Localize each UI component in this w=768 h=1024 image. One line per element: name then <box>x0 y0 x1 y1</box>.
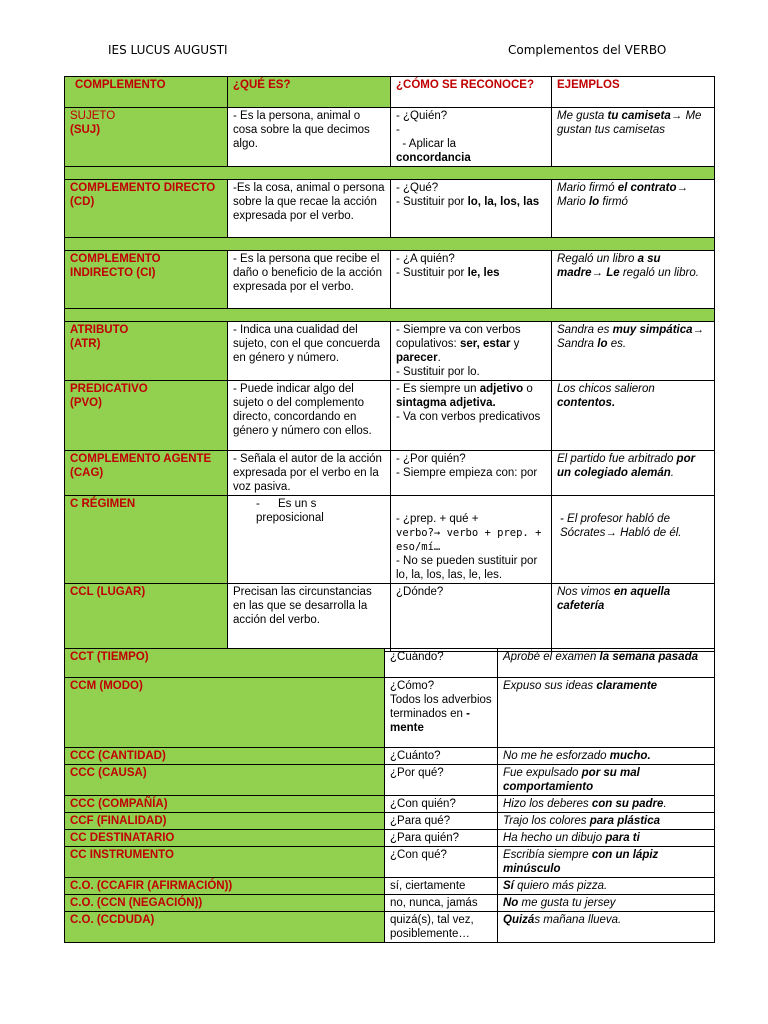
recognition: ¿Por qué? <box>385 765 498 796</box>
table-row <box>65 381 715 451</box>
separator-row <box>65 167 715 180</box>
recognition: no, nunca, jamás <box>385 895 498 912</box>
example: Fue expulsado por su mal comportamiento <box>498 765 715 796</box>
recognition: ¿Dónde? <box>391 584 552 652</box>
recognition: ¿Con quién? <box>385 796 498 813</box>
col-header-complemento: COMPLEMENTO <box>65 77 228 108</box>
recognition: - ¿Por quién? - Siempre empieza con: por <box>391 451 552 496</box>
recognition: - ¿Quién? - - Aplicar la concordancia <box>391 108 552 167</box>
recognition: ¿Con qué? <box>385 847 498 878</box>
recognition: ¿Para quién? <box>385 830 498 847</box>
table-row <box>65 765 715 796</box>
table-row <box>65 748 715 765</box>
definition: - Es un s preposicional <box>228 496 391 584</box>
table-row <box>65 813 715 830</box>
complement-name: C.O. (CCDUDA) <box>65 912 385 943</box>
table-row <box>65 878 715 895</box>
definition: - Indica una cualidad del sujeto, con el que concuerda en género y número. <box>228 322 391 381</box>
recognition: - ¿A quién? - Sustituir por le, les <box>391 251 552 309</box>
definition: - Señala el autor de la acción expresada por el verbo en la voz pasiva. <box>228 451 391 496</box>
recognition: - Siempre va con verbos copulativos: ser, estar y parecer. - Sustituir por lo. <box>391 322 552 381</box>
circumstantial-table <box>64 648 715 943</box>
table-row <box>65 912 715 943</box>
example: Los chicos salieron contentos. <box>552 381 715 451</box>
table-row <box>65 496 715 584</box>
complement-name: CCF (FINALIDAD) <box>65 813 385 830</box>
table-row <box>65 678 715 748</box>
example: Quizás mañana llueva. <box>498 912 715 943</box>
complement-name: CCC (CANTIDAD) <box>65 748 385 765</box>
complement-name: CCC (COMPAÑÍA) <box>65 796 385 813</box>
table-row <box>65 108 715 167</box>
complement-name: CC INSTRUMENTO <box>65 847 385 878</box>
complement-name: C RÉGIMEN <box>65 496 228 584</box>
recognition: ¿Cuándo? <box>385 649 498 678</box>
recognition: quizá(s), tal vez, posiblemente… <box>385 912 498 943</box>
complements-table <box>64 76 715 652</box>
table-row <box>65 322 715 381</box>
example: Regaló un libro a su madre→ Le regaló un libro. <box>552 251 715 309</box>
recognition: ¿Para qué? <box>385 813 498 830</box>
complement-name: C.O. (CCAFIR (AFIRMACIÓN)) <box>65 878 385 895</box>
example: Escribía siempre con un lápiz minúsculo <box>498 847 715 878</box>
example: Trajo los colores para plástica <box>498 813 715 830</box>
table-row <box>65 251 715 309</box>
example: No me gusta tu jersey <box>498 895 715 912</box>
recognition: ¿Cómo? Todos los adverbios terminados en -mente <box>385 678 498 748</box>
recognition: - ¿prep. + qué + verbo?→ verbo + prep. + eso/mí… - No se pueden sustituir por lo, la, los, las, le, les. <box>391 496 552 584</box>
table-row <box>65 796 715 813</box>
complement-name: ATRIBUTO (ATR) <box>65 322 228 381</box>
example: Aprobé el examen la semana pasada <box>498 649 715 678</box>
example: Ha hecho un dibujo para ti <box>498 830 715 847</box>
recognition: ¿Cuánto? <box>385 748 498 765</box>
complement-name: CCL (LUGAR) <box>65 584 228 652</box>
example: Hizo los deberes con su padre. <box>498 796 715 813</box>
example: Sandra es muy simpática→ Sandra lo es. <box>552 322 715 381</box>
col-header-como-se-reconoce: ¿CÓMO SE RECONOCE? <box>391 77 552 108</box>
example: No me he esforzado mucho. <box>498 748 715 765</box>
definition: - Puede indicar algo del sujeto o del complemento directo, concordando en género y número con ellos. <box>228 381 391 451</box>
table-row <box>65 830 715 847</box>
col-header-ejemplos: EJEMPLOS <box>552 77 715 108</box>
example: Me gusta tu camiseta→ Me gustan tus camisetas <box>552 108 715 167</box>
example: Expuso sus ideas claramente <box>498 678 715 748</box>
recognition: sí, ciertamente <box>385 878 498 895</box>
definition: - Es la persona que recibe el daño o beneficio de la acción expresada por el verbo. <box>228 251 391 309</box>
table-row <box>65 584 715 652</box>
complement-name: CCT (TIEMPO) <box>65 649 385 678</box>
definition: - Es la persona, animal o cosa sobre la que decimos algo. <box>228 108 391 167</box>
example: - El profesor habló de Sócrates→ Habló de él. <box>552 496 715 584</box>
col-header-que-es: ¿QUÉ ES? <box>228 77 391 108</box>
table-row <box>65 451 715 496</box>
definition: Precisan las circunstancias en las que se desarrolla la acción del verbo. <box>228 584 391 652</box>
complement-name: PREDICATIVO (PVO) <box>65 381 228 451</box>
complement-name: SUJETO (SUJ) <box>65 108 228 167</box>
definition: -Es la cosa, animal o persona sobre la que recae la acción expresada por el verbo. <box>228 180 391 238</box>
recognition: - ¿Qué? - Sustituir por lo, la, los, las <box>391 180 552 238</box>
table-header-row <box>65 77 715 108</box>
complement-name: CCM (MODO) <box>65 678 385 748</box>
example: El partido fue arbitrado por un colegiado alemán. <box>552 451 715 496</box>
example: Mario firmó el contrato→ Mario lo firmó <box>552 180 715 238</box>
school-name: IES LUCUS AUGUSTI <box>108 43 228 57</box>
complement-name: COMPLEMENTO DIRECTO (CD) <box>65 180 228 238</box>
separator-row <box>65 309 715 322</box>
complement-name: C.O. (CCN (NEGACIÓN)) <box>65 895 385 912</box>
complement-name: COMPLEMENTO INDIRECTO (CI) <box>65 251 228 309</box>
document-title: Complementos del VERBO <box>508 43 667 57</box>
example: Sí quiero más pizza. <box>498 878 715 895</box>
recognition: - Es siempre un adjetivo o sintagma adjetiva. - Va con verbos predicativos <box>391 381 552 451</box>
complement-name: CCC (CAUSA) <box>65 765 385 796</box>
complement-name: CC DESTINATARIO <box>65 830 385 847</box>
complement-name: COMPLEMENTO AGENTE (CAG) <box>65 451 228 496</box>
table-row <box>65 649 715 678</box>
table-row <box>65 895 715 912</box>
separator-row <box>65 238 715 251</box>
table-row <box>65 847 715 878</box>
table-row <box>65 180 715 238</box>
example: Nos vimos en aquella cafetería <box>552 584 715 652</box>
